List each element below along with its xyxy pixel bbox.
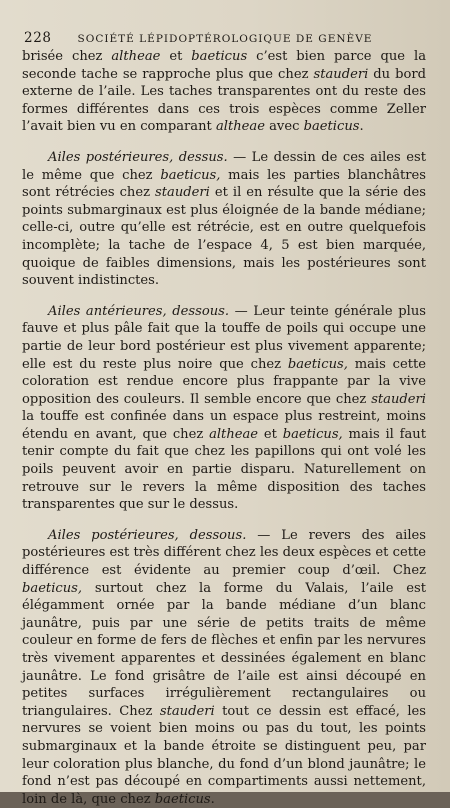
text-run: — Leur teinte générale plus fauve et plus pâle fait que la touffe de poils qui occupe une partie de leur bord postérieur est plus vivement apparente; elle est du reste plus noire que chez: [22, 303, 427, 372]
italic-text: altheae: [209, 426, 259, 442]
italic-text: stauderi: [159, 703, 215, 719]
text-run: mais les parties blanchâtres sont rétrécies chez: [22, 167, 426, 201]
page-number: 228: [24, 30, 52, 46]
text-run: c’est bien parce que la seconde tache se rapproche plus que chez: [22, 49, 426, 82]
text-run: mais cette coloration est rendue encore plus frappante par la vive opposition des couleurs. Il semble encore que chez: [22, 356, 426, 407]
text-run: et il en résulte que la série des points submarginaux est plus éloignée de la bande médiane; celle-ci, outre qu’elle est rétrécie, est en outre quelquefois incomplète; la tache de l’espace 4, 5 est bien marquée, quoique de faibles dimensions, mais les postérieures sont souvent indistinctes.: [22, 185, 427, 289]
italic-text: baeticus: [191, 49, 248, 64]
italic-text: altheae: [215, 119, 265, 135]
body-text: [22, 48, 426, 808]
page-header: [24, 30, 426, 46]
text-run: la touffe est confinée dans un espace plus restreint, moins étendu en avant, que chez: [22, 409, 426, 442]
running-title: SOCIÉTÉ LÉPIDOPTÉROLOGIQUE DE GENÈVE: [77, 33, 373, 45]
text-run: — Le revers des ailes postérieures est très différent chez les deux espèces et cette différence est évidente au premier coup d’œil. Chez: [22, 527, 427, 579]
text-run: .: [210, 791, 215, 807]
paragraph: [22, 149, 426, 290]
italic-text: baeticus: [303, 119, 360, 135]
text-run: et: [160, 49, 192, 64]
text-run: et: [258, 426, 283, 442]
text-run: mais il faut tenir compte du fait que chez les papillons qui ont volé les poils peuvent avoir en partie disparu. Naturellement on retrouve sur le revers la même disposition des taches transparentes que sur le dessus.: [22, 426, 426, 513]
italic-text: stauderi: [371, 391, 426, 407]
italic-text: baeticus,: [160, 167, 221, 183]
italic-text: baeticus,: [22, 580, 83, 596]
italic-text: Ailes antérieures, dessous.: [48, 303, 230, 319]
text-run: — Le dessin de ces ailes est le même que chez: [22, 149, 426, 183]
italic-text: stauderi: [155, 185, 210, 201]
italic-text: altheae: [111, 49, 161, 64]
italic-text: Ailes postérieures, dessus.: [48, 149, 228, 165]
text-run: brisée chez: [22, 49, 112, 64]
text-run: avec: [264, 119, 304, 135]
paragraph: [22, 303, 426, 514]
text-run: du bord externe de l’aile. Les taches transparentes ont du reste des formes différentes dans ces trois espèces comme Zeller l’avait bien vu en comparant: [22, 66, 426, 135]
italic-text: baeticus,: [282, 426, 343, 442]
italic-text: stauderi: [313, 66, 369, 82]
text-run: tout ce dessin est effacé, les nervures se voient bien moins ou pas du tout, les points submarginaux et la bande étroite se distinguent peu, par leur coloration plus blanche, du fond d’un blond jaunâtre; le fond n’est pas découpé en compartiments aussi nettement, loin de là, que chez: [22, 703, 426, 807]
text-run: surtout chez la forme du Valais, l’aile est élégamment ornée par la bande médiane d’un blanc jaunâtre, puis par une série de petits traits de même couleur en forme de fers de flèches et enfin par les nervures très vivement apparentes et dessinées également en blanc jaunâtre. Le fond grisâtre de l’aile est ainsi découpé en petites surfaces irrégulièrement rectangulaires ou triangulaires. Chez: [22, 580, 426, 719]
italic-text: baeticus: [154, 791, 211, 807]
text-run: .: [359, 119, 364, 135]
paragraph: [22, 527, 426, 808]
italic-text: Ailes postérieures, dessous.: [48, 527, 247, 543]
italic-text: baeticus,: [287, 356, 348, 372]
paragraph: [22, 48, 426, 136]
